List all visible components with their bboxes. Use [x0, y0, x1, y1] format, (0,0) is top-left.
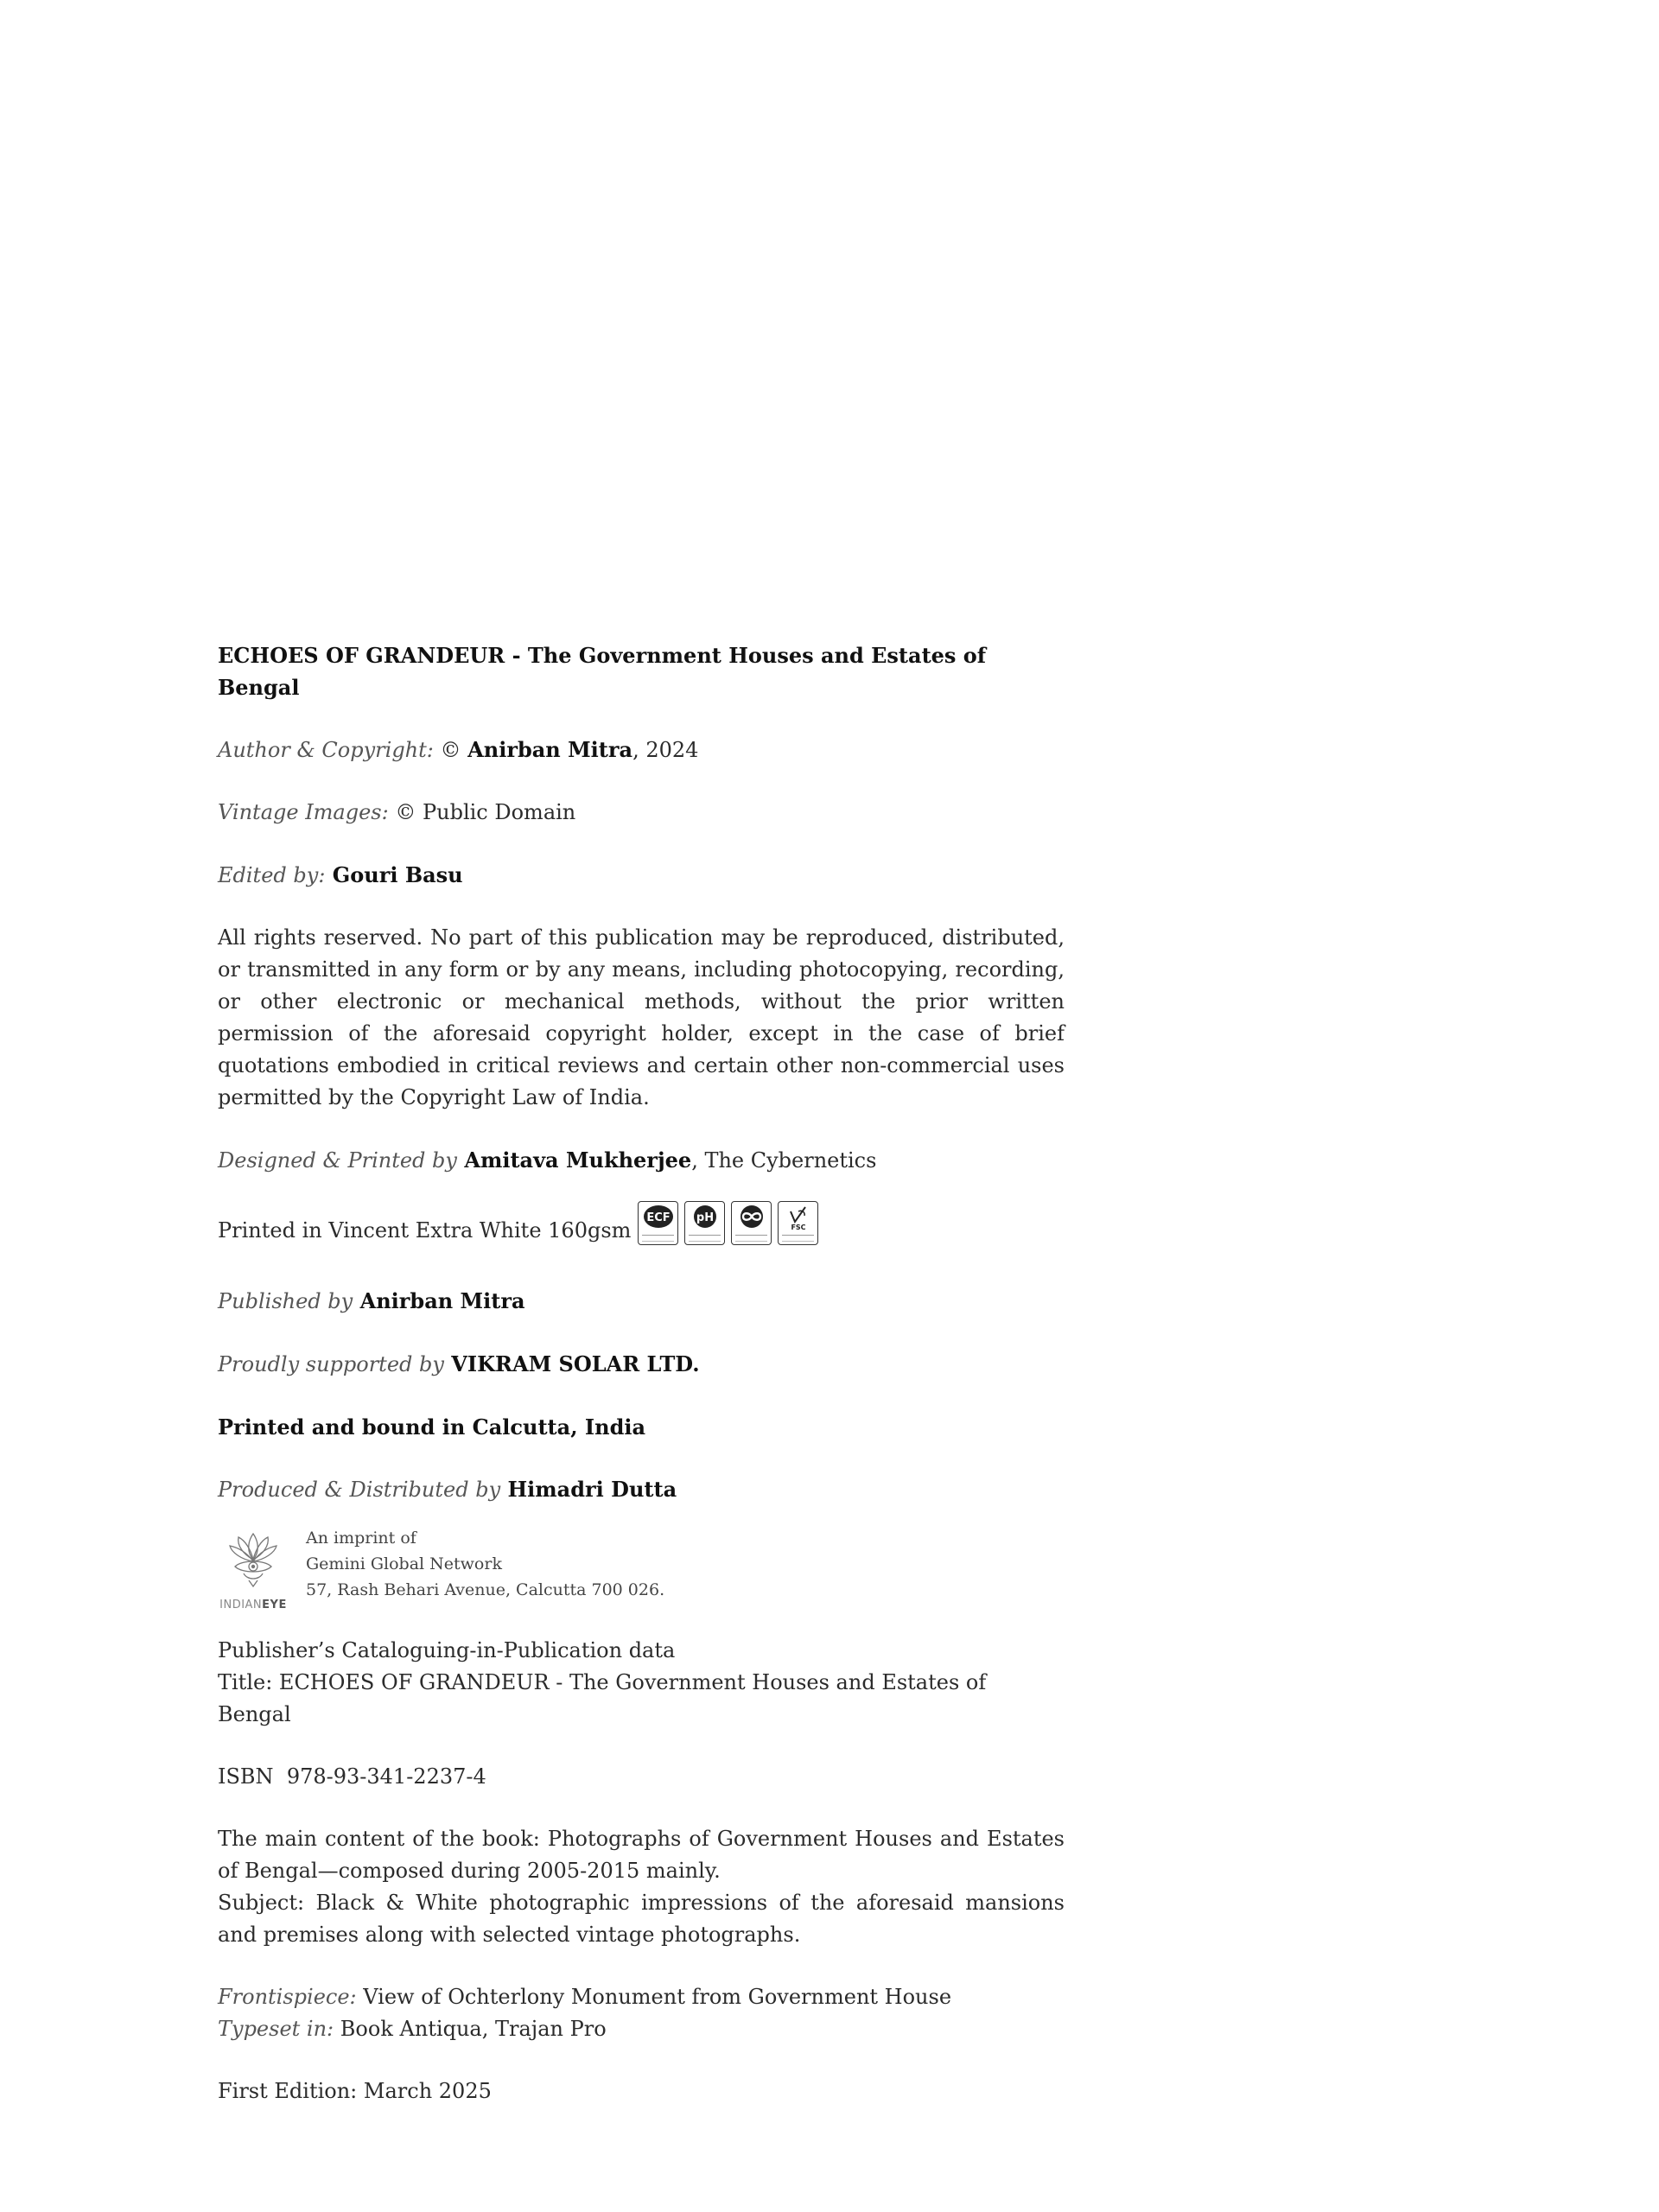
rights-paragraph: All rights reserved. No part of this publication may be reproduced, distributed, or transmitted in any form or by any means, including photocopying, recording, or other electronic or mechanical methods, without the prior written permission of the aforesaid copyright holder, except in the case of brief quotations embodied in critical reviews and certain other non-commercial uses permitted by the Copyright Law of India.	[218, 925, 1065, 1109]
author-line	[218, 734, 1065, 766]
vintage-images-line	[218, 797, 1065, 829]
svg-text:ECF: ECF	[646, 1211, 671, 1224]
distribution-label: Produced & Distributed by	[218, 1478, 501, 1502]
publisher-label: Published by	[218, 1289, 353, 1313]
copyright-year: , 2024	[632, 738, 699, 762]
imprint-line-3: 57, Rash Behari Avenue, Calcutta 700 026.	[306, 1580, 665, 1599]
infinity-icon	[731, 1201, 772, 1245]
fsc-icon	[778, 1201, 818, 1245]
edition-line: First Edition: March 2025	[218, 2079, 492, 2103]
editor-name: Gouri Basu	[325, 862, 463, 887]
designer-name: Amitava Mukherjee	[456, 1147, 692, 1173]
frontispiece-line	[218, 1981, 1065, 2013]
author-name: Anirban Mitra	[467, 737, 633, 762]
ecf-icon	[638, 1201, 678, 1245]
editor-line	[218, 859, 1065, 892]
svg-text:FSC: FSC	[791, 1224, 806, 1230]
bound-line: Printed and bound in Calcutta, India	[218, 1414, 646, 1440]
frontispiece-label: Frontispiece:	[218, 1985, 357, 2009]
imprint-line-2: Gemini Global Network	[306, 1554, 502, 1573]
imprint-line-1: An imprint of	[306, 1529, 416, 1548]
copyright-page	[218, 639, 1065, 2107]
design-label: Designed & Printed by	[218, 1148, 457, 1173]
typeset-value: Book Antiqua, Trajan Pro	[334, 2017, 607, 2041]
vintage-label: Vintage Images:	[218, 800, 389, 824]
book-title-line: ECHOES OF GRANDEUR - The Government Houses and Estates of Bengal	[218, 643, 987, 700]
editor-label: Edited by:	[218, 863, 326, 887]
supporter-name: VIKRAM SOLAR LTD.	[443, 1351, 700, 1376]
paper-text: Printed in Vincent Extra White 160gsm	[218, 1218, 632, 1243]
cip-title: Title: ECHOES OF GRANDEUR - The Government Houses and Estates of Bengal	[218, 1670, 987, 1726]
publisher-line	[218, 1285, 1065, 1318]
vintage-value: © Public Domain	[388, 800, 576, 824]
design-line	[218, 1144, 1065, 1177]
support-line	[218, 1348, 1065, 1381]
publisher-name: Anirban Mitra	[353, 1288, 525, 1313]
distribution-line	[218, 1473, 1065, 1506]
ph-icon	[684, 1201, 725, 1245]
svg-text:pH: pH	[696, 1211, 714, 1224]
subject-description: Subject: Black & White photographic impressions of the aforesaid mansions and premises along with selected vintage photographs.	[218, 1891, 1065, 1947]
cip-heading: Publisher’s Cataloguing-in-Publication data	[218, 1638, 676, 1662]
typeset-label: Typeset in:	[218, 2017, 334, 2041]
support-label: Proudly supported by	[218, 1352, 444, 1376]
frontispiece-value: View of Ochterlony Monument from Government House	[356, 1985, 952, 2009]
lotus-eye-icon	[225, 1529, 282, 1589]
imprint-text	[306, 1525, 664, 1603]
paper-line	[218, 1201, 1065, 1247]
typeset-line	[218, 2013, 1065, 2045]
content-description: The main content of the book: Photographs of Government Houses and Estates of Bengal—composed during 2005-2015 mainly.	[218, 1827, 1065, 1883]
isbn: ISBN 978-93-341-2237-4	[218, 1764, 486, 1789]
imprint-block	[218, 1529, 1065, 1621]
distributor-name: Himadri Dutta	[500, 1477, 677, 1502]
copyright-symbol: ©	[433, 738, 468, 762]
author-label: Author & Copyright:	[218, 738, 434, 762]
designer-org: , The Cybernetics	[691, 1148, 877, 1173]
indian-eye-logo	[218, 1529, 289, 1621]
logo-wordmark: INDIANEYE	[219, 1599, 287, 1611]
certification-icons	[638, 1201, 818, 1245]
